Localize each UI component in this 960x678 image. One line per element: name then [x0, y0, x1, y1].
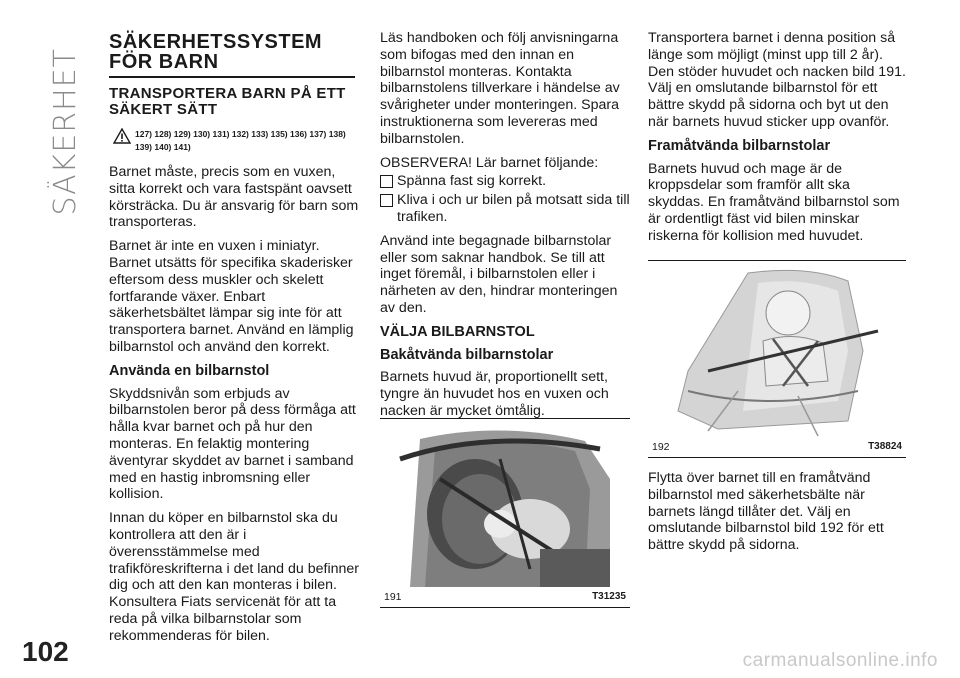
checklist-item: [380, 173, 630, 190]
section-subtitle: TRANSPORTERA BARN PÅ ETT SÄKERT SÄTT: [109, 85, 346, 118]
figure-code: T38824: [868, 441, 902, 452]
paragraph: Barnets huvud är, proportionellt sett, tyngre än huvudet hos en vuxen och nacken är mycket ömtålig.: [380, 369, 609, 419]
page-number: 102: [22, 636, 69, 667]
warning-ref-list: 127) 128) 129) 130) 131) 132) 133) 135) 136) 137) 138) 139) 140) 141): [135, 129, 346, 152]
figure-191: [380, 418, 630, 608]
column-2: [380, 30, 630, 427]
paragraph: Skyddsnivån som erbjuds av bilbarnstolen beror på dess förmåga att hålla kvar barnet och på hur den monteras. En felaktig montering äventyrar skyddet av barnet i samband med en hastig inbromsning eller kollision.: [109, 385, 356, 503]
figure-number: 191: [384, 591, 402, 603]
title-rule: [109, 76, 355, 78]
forward-facing-seat-illustration: [648, 261, 906, 437]
figure-caption: [652, 441, 902, 453]
paragraph-notice: OBSERVERA! Lär barnet följande:: [380, 154, 599, 171]
paragraph: Läs handboken och följ anvisningarna som bifogas med den innan en bilbarnstol monteras. Kontakta bilbarnstolens tillverkare i händelse av svårigheter under monteringen. Spara instruktionerna som levereras med bilbarnstolen.: [380, 30, 620, 147]
figure-number: 192: [652, 441, 670, 453]
rear-facing-seat-illustration: [380, 419, 630, 587]
checklist-text: Kliva i och ur bilen på motsatt sida till trafiken.: [397, 192, 630, 225]
paragraph: Barnets huvud och mage är de kroppsdelar som framför allt ska skyddas. En framåtvänd bilbarnstol som är ordentligt fäst vid bilen minskar riskerna för kollision med huvudet.: [648, 160, 900, 244]
section-side-tab: SÄKERHET: [48, 48, 83, 216]
section-title: SÄKERHETSSYSTEM FÖR BARN: [109, 31, 323, 73]
paragraph: Innan du köper en bilbarnstol ska du kontrollera att den är i överensstämmelse med trafikföreskrifterna i det land du befinner dig och att den kan monteras i bilen. Konsultera Fiats servicenät för att ta reda på vilka bilbarnstolar som rekommenderas för bilen.: [109, 510, 359, 644]
checklist-item: [380, 192, 630, 226]
checklist-text: Spänna fast sig korrekt.: [397, 173, 547, 190]
figure-caption: [384, 591, 626, 603]
paragraph: Använd inte begagnade bilbarnstolar eller som saknar handbok. Se till att inget föremål, i bilbarnstolen eller i närheten av den, hindrar monteringen av den.: [380, 232, 618, 316]
paragraph: Transportera barnet i denna position så länge som möjligt (minst upp till 2 år). Den stöder huvudet och nacken bild 191. Välj en omslutande bilbarnstol för ett bättre skydd på sidorna och byt ut den när barnets huvud sticker upp ovanför.: [648, 30, 906, 130]
heading-choose-seat: VÄLJA BILBARNSTOL: [380, 323, 535, 340]
heading-forward-facing: Framåtvända bilbarnstolar: [648, 137, 831, 154]
figure-code: T31235: [592, 591, 626, 602]
paragraph: Flytta över barnet till en framåtvänd bilbarnstol med säkerhetsbälte när barnets längd tillåter det. Välj en omslutande bilbarnstol bild 192 för ett bättre skydd på sidorna.: [648, 470, 884, 554]
heading-use-seat: Använda en bilbarnstol: [109, 362, 270, 379]
figure-192: [648, 260, 906, 458]
checkbox-icon: [380, 194, 393, 207]
paragraph: Barnet måste, precis som en vuxen, sitta korrekt och vara fastspänt oavsett körsträcka. Du är ansvarig för barn som transporteras.: [109, 164, 359, 231]
warning-references: [109, 128, 359, 154]
checkbox-icon: [380, 175, 393, 188]
heading-rear-facing: Bakåtvända bilbarnstolar: [380, 346, 554, 363]
column-3: [648, 30, 906, 252]
watermark: carmanualsonline.info: [742, 650, 938, 671]
column-1: [109, 30, 359, 652]
paragraph: Barnet är inte en vuxen i miniatyr. Barnet utsätts för specifika skaderisker eftersom dess muskler och skelett fortfarande växer. Enbart säkerhetsbältet lämpar sig inte för att transportera barnet. Använd en lämplig bilbarnstol och använd den korrekt.: [109, 238, 354, 355]
warning-triangle-icon: [113, 128, 131, 144]
column-3-continued: [648, 470, 906, 561]
